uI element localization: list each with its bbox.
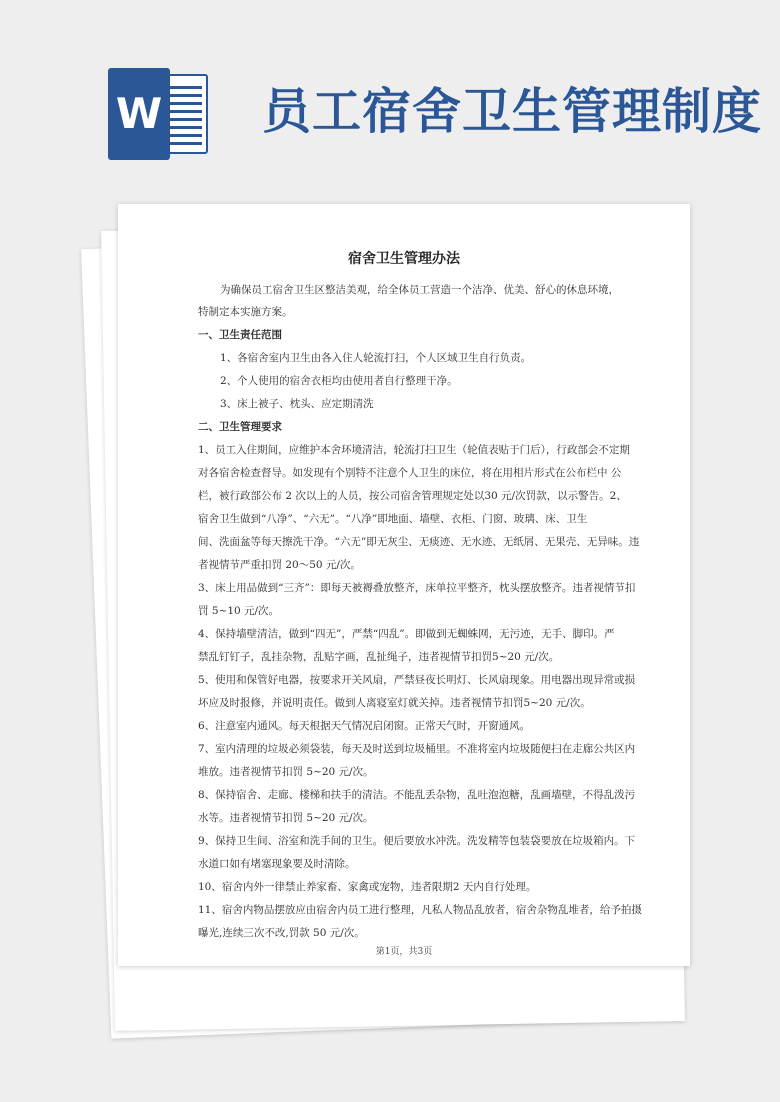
paragraph-line: 水等。违者视情节扣罚 5~20 元/次。 [198, 812, 374, 824]
word-icon-letter: W [108, 68, 170, 160]
paragraph-line: 罚 5~10 元/次。 [198, 605, 280, 617]
section-heading: 一、卫生责任范围 [198, 329, 282, 341]
banner-title: 员工宿舍卫生管理制度 [262, 83, 763, 140]
paragraph-line: 栏，被行政部公布 2 次以上的人员，按公司宿舍管理规定处以30 元/次罚款，以示警告。2、 [198, 490, 627, 502]
paragraph-line: 禁乱钉钉子，乱挂杂物，乱贴字画，乱扯绳子，违者视情节扣罚5~20 元/次。 [198, 651, 560, 663]
banner [0, 0, 780, 200]
paragraph-line: 对各宿舍检查督导。如发现有个别特不注意个人卫生的床位，将在用相片形式在公布栏中 公 [198, 467, 622, 479]
paragraph-line: 坏应及时报修，并说明责任。做到人离寝室灯就关掉。违者视情节扣罚5~20 元/次。 [198, 697, 591, 709]
paragraph-line: 7、室内清理的垃圾必须袋装，每天及时送到垃圾桶里。不准将室内垃圾随便扫在走廊公共区内 [198, 743, 636, 755]
list-item: 3、床上被子、枕头、应定期清洗 [220, 398, 374, 410]
paragraph-line: 间、洗面盆等每天擦洗干净。“六无”即无灰尘、无痰迹、无水迹、无纸屑、无果壳、无异味。违 [198, 536, 640, 548]
document-page [118, 204, 690, 966]
paragraph-line: 者视情节严重扣罚 20～50 元/次。 [198, 559, 361, 571]
paragraph-line: 8、保持宿舍、走廊、楼梯和扶手的清洁。不能乱丢杂物，乱吐泡泡糖，乱画墙壁，不得乱泼污 [198, 789, 636, 801]
paragraph-line: 9、保持卫生间、浴室和洗手间的卫生。便后要放水冲洗。洗发精等包装袋要放在垃圾箱内。下 [198, 835, 636, 847]
word-icon [108, 68, 208, 160]
paragraph-line: 11、宿舍内物品摆放应由宿舍内员工进行整理，凡私人物品乱放者，宿舍杂物乱堆者，给予拍摄 [198, 904, 642, 916]
paragraph-line: 10、宿舍内外一律禁止养家畜、家禽或宠物，违者限期2 天内自行处理。 [198, 881, 537, 893]
paragraph-line: 为确保员工宿舍卫生区整洁美观，给全体员工营造一个洁净、优美、舒心的休息环境， [220, 284, 619, 296]
paragraph-line: 水道口如有堵塞现象要及时清除。 [198, 858, 356, 870]
paragraph-line: 特制定本实施方案。 [198, 306, 293, 318]
section-heading: 二、卫生管理要求 [198, 421, 282, 433]
paragraph-line: 4、保持墙壁清洁，做到“四无”，严禁“四乱”。即做到无蜘蛛网，无污迹，无手、脚印。严 [198, 628, 615, 640]
paragraph-line: 曝光,连续三次不改,罚款 50 元/次。 [198, 927, 365, 939]
paragraph-line: 堆放。违者视情节扣罚 5~20 元/次。 [198, 766, 374, 778]
paragraph-line: 宿舍卫生做到“八净”、“六无”。“八净”即地面、墙壁、衣柜、门窗、玻璃、床、卫生 [198, 513, 588, 525]
paragraph-line: 1、员工入住期间，应维护本舍环境清洁，轮流打扫卫生（轮值表贴于门后），行政部会不定期 [198, 444, 630, 456]
list-item: 2、个人使用的宿舍衣柜均由使用者自行整理干净。 [220, 375, 458, 387]
paragraph-line: 3、床上用品做到“三齐”：即每天被褥叠放整齐，床单拉平整齐，枕头摆放整齐。违者视情节扣 [198, 582, 636, 594]
list-item: 1、各宿舍室内卫生由各入住人轮流打扫，个人区域卫生自行负责。 [220, 352, 532, 364]
page-footer: 第1页，共3页 [375, 947, 433, 957]
paragraph-line: 5、使用和保管好电器，按要求开关风扇，严禁昼夜长明灯、长风扇现象。用电器出现异常或损 [198, 674, 636, 686]
document-title: 宿舍卫生管理办法 [348, 251, 460, 267]
paragraph-line: 6、注意室内通风。每天根据天气情况启闭窗。正常天气时，开窗通风。 [198, 720, 531, 732]
